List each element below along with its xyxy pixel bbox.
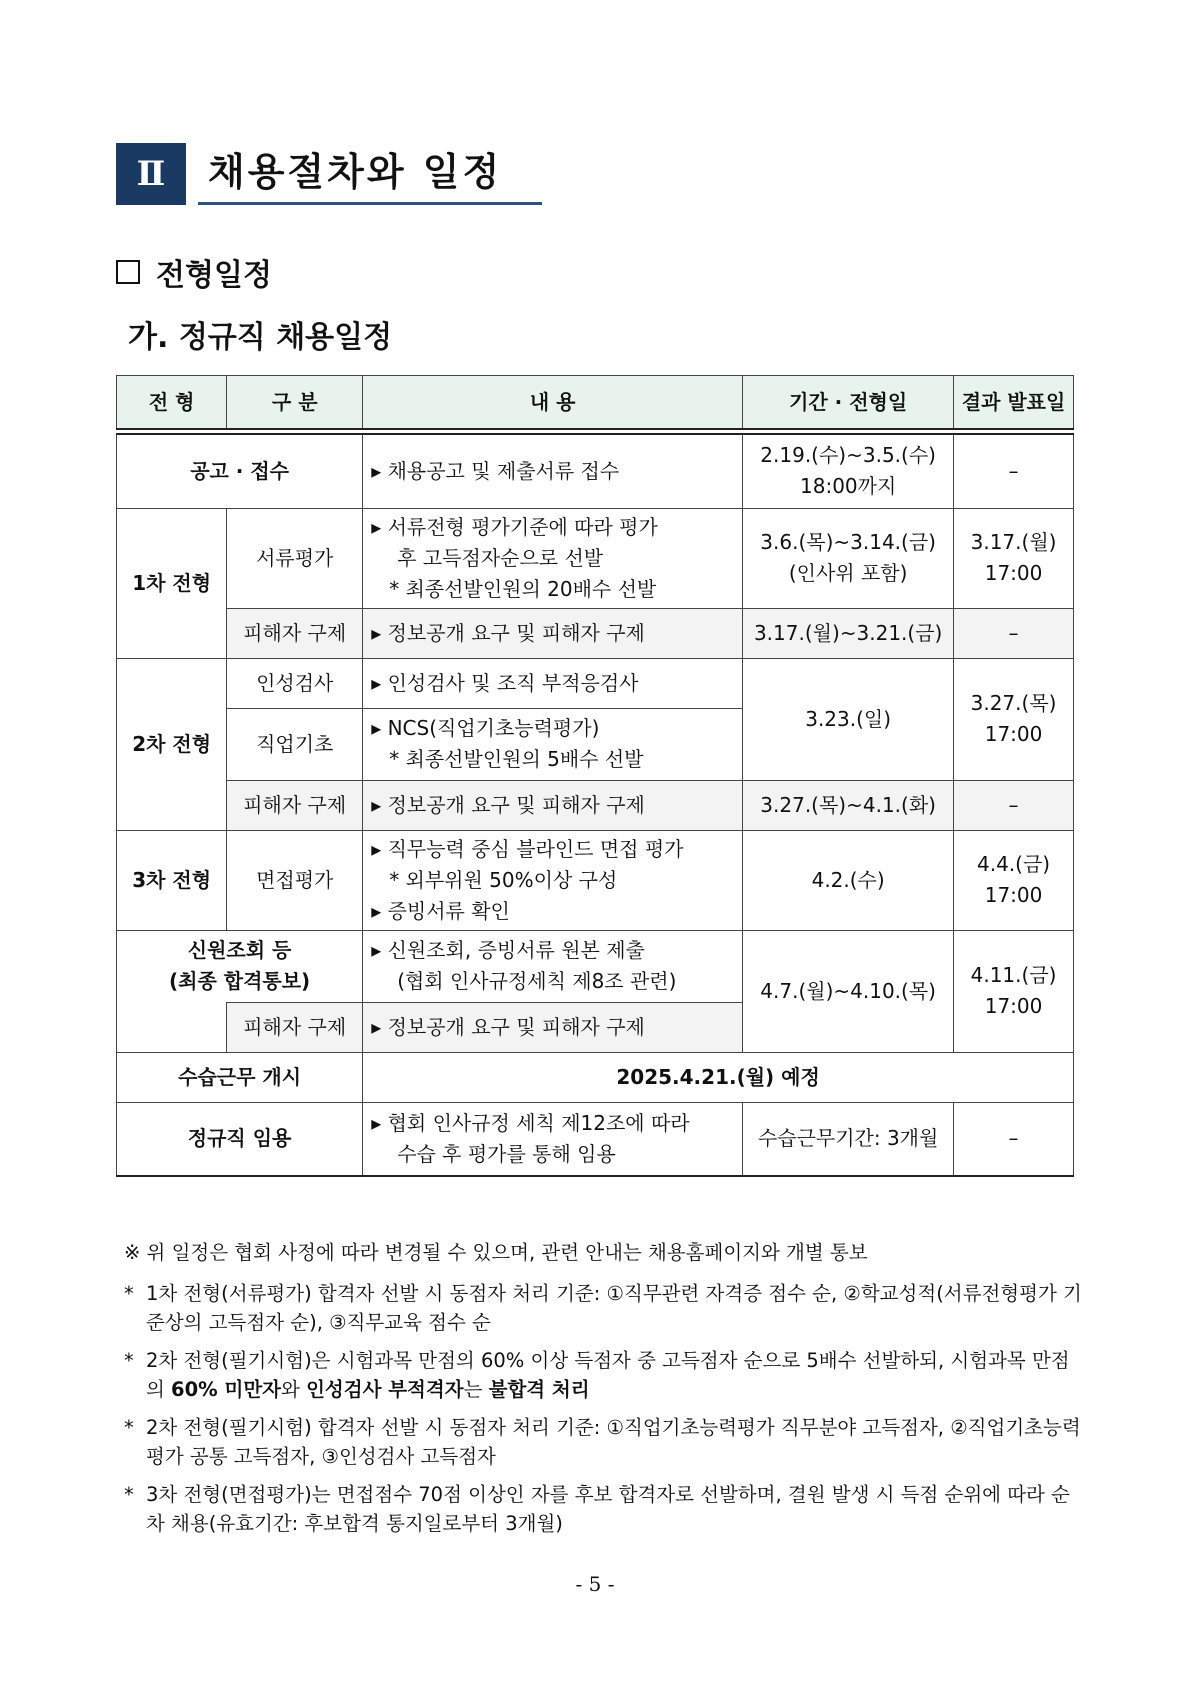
result-cell: – — [954, 434, 1074, 508]
table-header-row — [117, 376, 1074, 430]
result-cell: – — [954, 780, 1074, 830]
table-row — [117, 780, 1074, 830]
header-stage: 전 형 — [117, 376, 227, 430]
table-row — [117, 1052, 1074, 1102]
result-cell: 4.4.(금) 17:00 — [954, 830, 1074, 930]
content-cell: ▸ 정보공개 요구 및 피해자 구제 — [363, 780, 743, 830]
period-cell: 3.17.(월)~3.21.(금) — [743, 608, 954, 658]
table-row — [117, 508, 1074, 608]
result-cell: 3.27.(목) 17:00 — [954, 658, 1074, 780]
result-cell: 4.11.(금) 17:00 — [954, 930, 1074, 1052]
period-cell: 4.2.(수) — [743, 830, 954, 930]
content-cell: ▸ 신원조회, 증빙서류 원본 제출 (협회 인사규정세칙 제8조 관련) — [363, 930, 743, 1002]
table-row — [117, 830, 1074, 930]
period-cell: 3.27.(목)~4.1.(화) — [743, 780, 954, 830]
period-cell: 2.19.(수)~3.5.(수) 18:00까지 — [743, 434, 954, 508]
period-cell: 3.23.(일) — [743, 658, 954, 780]
content-cell: ▸ NCS(직업기초능력평가) * 최종선발인원의 5배수 선발 — [363, 708, 743, 780]
table-row — [117, 658, 1074, 708]
category-cell: 서류평가 — [227, 508, 363, 608]
period-cell: 수습근무기간: 3개월 — [743, 1102, 954, 1176]
category-cell: 피해자 구제 — [227, 780, 363, 830]
subsection-title: 가. 정규직 채용일정 — [128, 320, 393, 355]
stage-cell: 정규직 임용 — [117, 1102, 363, 1176]
period-cell: 3.6.(목)~3.14.(금) (인사위 포함) — [743, 508, 954, 608]
header-category: 구 분 — [227, 376, 363, 430]
table-row — [117, 1102, 1074, 1176]
stage-cell: 신원조회 등 (최종 합격통보) — [117, 930, 363, 1002]
period-cell: 4.7.(월)~4.10.(목) — [743, 930, 954, 1052]
page-number: - 5 - — [575, 1572, 615, 1596]
header-period: 기간 · 전형일 — [743, 376, 954, 430]
note-item: * 2차 전형(필기시험) 합격자 선발 시 동점자 처리 기준: ①직업기초능력평가 직무분야 고득점자, ②직업기초능력평가 공통 고득점자, ③인성검사 고득점자 — [124, 1416, 1081, 1468]
note-item: * 2차 전형(필기시험)은 시험과목 만점의 60% 이상 득점자 중 고득점자 순으로 5배수 선발하되, 시험과목 만점의 60% 미만자와 인성검사 부적격자는 불합격 처리 — [124, 1349, 1070, 1401]
notice-line: ※ 위 일정은 협회 사정에 따라 변경될 수 있으며, 관련 안내는 채용홈페이지와 개별 통보 — [124, 1241, 868, 1264]
category-cell: 피해자 구제 — [227, 1002, 363, 1052]
content-cell: ▸ 서류전형 평가기준에 따라 평가 후 고득점자순으로 선발 * 최종선발인원의 20배수 선발 — [363, 508, 743, 608]
chapter-title: 채용절차와 일정 — [198, 146, 542, 205]
stage-cell: 수습근무 개시 — [117, 1052, 363, 1102]
table-row — [117, 608, 1074, 658]
section-title: 전형일정 — [156, 258, 272, 293]
category-cell: 인성검사 — [227, 658, 363, 708]
content-cell: ▸ 인성검사 및 조직 부적응검사 — [363, 658, 743, 708]
header-content: 내 용 — [363, 376, 743, 430]
note-item: * 3차 전형(면접평가)는 면접점수 70점 이상인 자를 후보 합격자로 선발하며, 결원 발생 시 득점 순위에 따라 순차 채용(유효기간: 후보합격 통지일로부터 3개월) — [124, 1483, 1070, 1535]
result-cell: 3.17.(월) 17:00 — [954, 508, 1074, 608]
section-heading — [116, 250, 272, 294]
content-cell: ▸ 정보공개 요구 및 피해자 구제 — [363, 608, 743, 658]
chapter-heading — [116, 143, 542, 205]
stage-cell: 3차 전형 — [117, 830, 227, 930]
checkbox-square-icon — [116, 260, 140, 284]
result-cell: – — [954, 1102, 1074, 1176]
table-row — [117, 930, 1074, 1002]
stage-cell: 2차 전형 — [117, 658, 227, 830]
category-cell: 피해자 구제 — [227, 608, 363, 658]
schedule-table — [116, 375, 1074, 1177]
note-item: * 1차 전형(서류평가) 합격자 선발 시 동점자 처리 기준: ①직무관련 자격증 점수 순, ②학교성적(서류전형평가 기준상의 고득점자 순), ③직무교육 점수 순 — [124, 1282, 1082, 1334]
content-cell: ▸ 채용공고 및 제출서류 접수 — [363, 434, 743, 508]
notes — [124, 1238, 1084, 1547]
category-cell: 면접평가 — [227, 830, 363, 930]
result-cell: – — [954, 608, 1074, 658]
category-cell: 직업기초 — [227, 708, 363, 780]
content-cell: ▸ 협회 인사규정 세칙 제12조에 따라 수습 후 평가를 통해 임용 — [363, 1102, 743, 1176]
table-row — [117, 434, 1074, 508]
header-result: 결과 발표일 — [954, 376, 1074, 430]
content-cell: 2025.4.21.(월) 예정 — [363, 1052, 1074, 1102]
chapter-number: Ⅱ — [116, 143, 186, 205]
content-cell: ▸ 정보공개 요구 및 피해자 구제 — [363, 1002, 743, 1052]
content-cell: ▸ 직무능력 중심 블라인드 면접 평가 * 외부위원 50%이상 구성 ▸ 증빙서류 확인 — [363, 830, 743, 930]
stage-cell: 공고 · 접수 — [117, 434, 363, 508]
stage-cell: 1차 전형 — [117, 508, 227, 658]
